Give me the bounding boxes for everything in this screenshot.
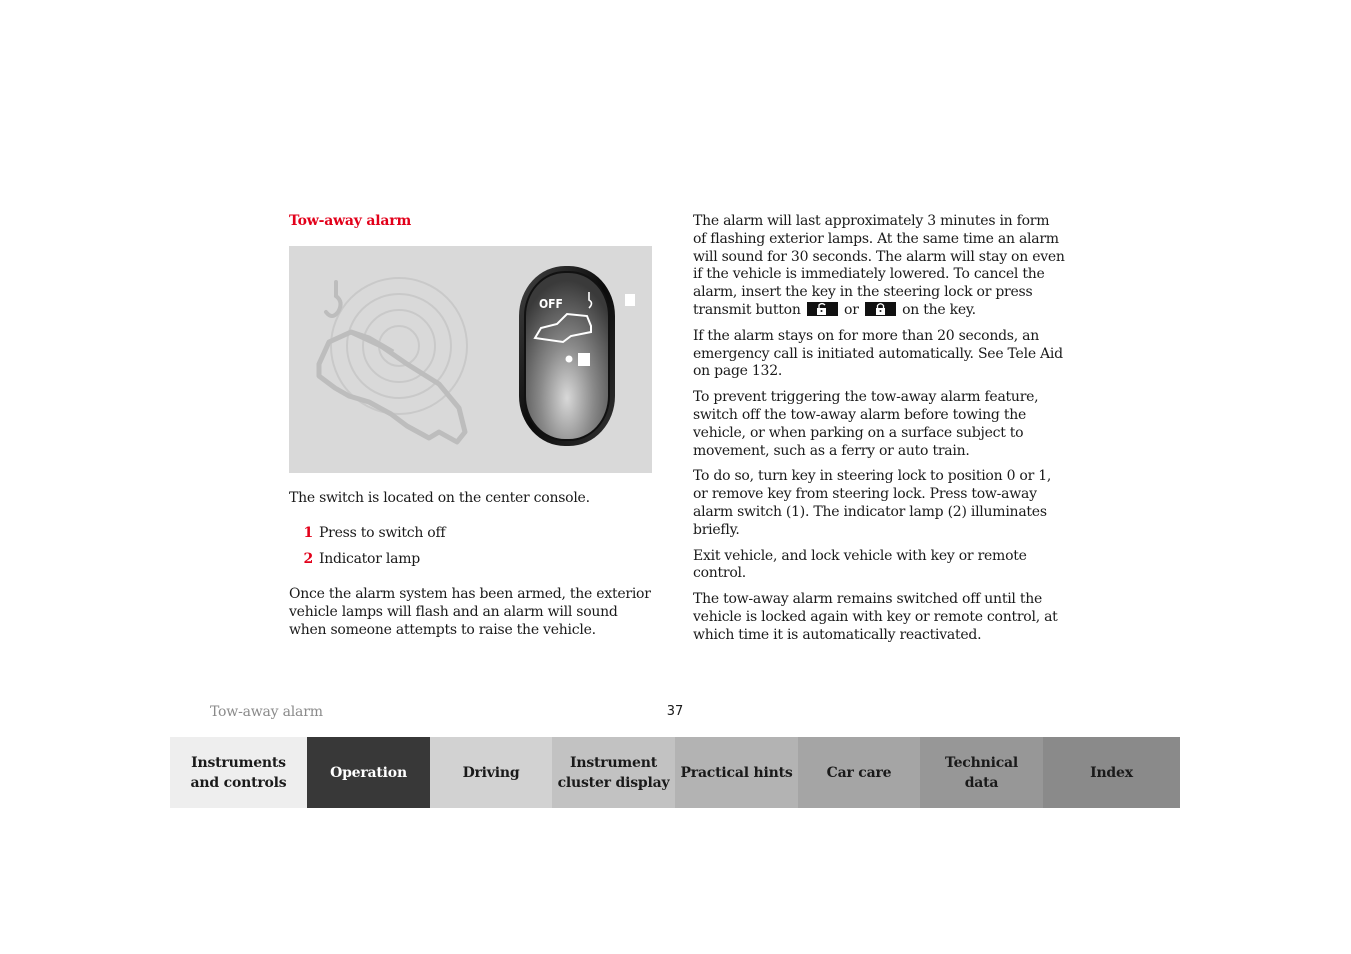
reactivation-paragraph: The tow-away alarm remains switched off until the vehicle is locked again with key or remote control, at which time it is automatically reactivated. <box>693 591 1058 643</box>
tab-driving[interactable]: Driving <box>430 737 552 808</box>
legend-item-2 <box>289 551 649 577</box>
prevent-trigger-paragraph: To prevent triggering the tow-away alarm feature, switch off the tow-away alarm before towing the vehicle, or when parking on a surface subject to movement, such as a ferry or auto train. <box>693 389 1039 459</box>
callout-2-marker <box>578 353 590 366</box>
footer-section-title: Tow-away alarm <box>210 704 323 720</box>
exit-vehicle-paragraph: Exit vehicle, and lock vehicle with key or remote control. <box>693 547 1027 582</box>
lock-key-icon <box>865 302 896 316</box>
tab-car-care[interactable]: Car care <box>798 737 920 808</box>
tow-away-switch-figure <box>289 246 652 473</box>
tab-instrument-cluster-display[interactable]: Instrument cluster display <box>552 737 675 808</box>
lifted-car-outline <box>319 332 465 442</box>
legend-text: Indicator lamp <box>319 551 420 567</box>
paragraph-text: The alarm will last approximately 3 minutes in form of flashing exterior lamps. At the same time an alarm will sound for 30 seconds. The alarm will stay on even if the vehicle is immediately lowered. To cancel the alarm, insert the key in the steering lock or press transmit button <box>693 213 1065 318</box>
right-column <box>693 213 1065 653</box>
section-title: Tow-away alarm <box>289 213 412 229</box>
legend-item-1 <box>289 525 649 551</box>
legend-number: 1 <box>303 525 313 541</box>
tab-index[interactable]: Index <box>1043 737 1180 808</box>
alarm-duration-paragraph <box>693 213 1065 320</box>
callout-1-marker <box>625 294 635 306</box>
unlock-key-icon <box>807 302 838 316</box>
chapter-navigation <box>170 737 1180 808</box>
legend-number: 2 <box>303 551 313 567</box>
svg-text:OFF: OFF <box>539 297 563 311</box>
intro-text: The switch is located on the center console. <box>289 490 590 506</box>
legend-text: Press to switch off <box>319 525 446 541</box>
tab-technical-data[interactable]: Technical data <box>920 737 1043 808</box>
tow-away-alarm-switch-icon <box>519 266 615 446</box>
or-text: or <box>844 301 859 318</box>
tab-practical-hints[interactable]: Practical hints <box>675 737 798 808</box>
page-number: 37 <box>666 704 684 719</box>
switch-off-steps-paragraph: To do so, turn key in steering lock to position 0 or 1, or remove key from steering lock. Press tow-away alarm switch (1). The indicator lamp (2) illuminates briefly. <box>693 468 1052 538</box>
armed-description: Once the alarm system has been armed, the exterior vehicle lamps will flash and an alarm will sound when someone attempts to raise the vehicle. <box>289 586 651 638</box>
tab-instruments-and-controls[interactable]: Instruments and controls <box>170 737 307 808</box>
tab-operation[interactable]: Operation <box>307 737 430 808</box>
legend-list <box>289 525 649 577</box>
tow-hook-icon <box>326 282 341 316</box>
emergency-call-paragraph: If the alarm stays on for more than 20 seconds, an emergency call is initiated automatically. See Tele Aid on page 132. <box>693 327 1063 380</box>
paragraph-text: on the key. <box>902 301 976 318</box>
